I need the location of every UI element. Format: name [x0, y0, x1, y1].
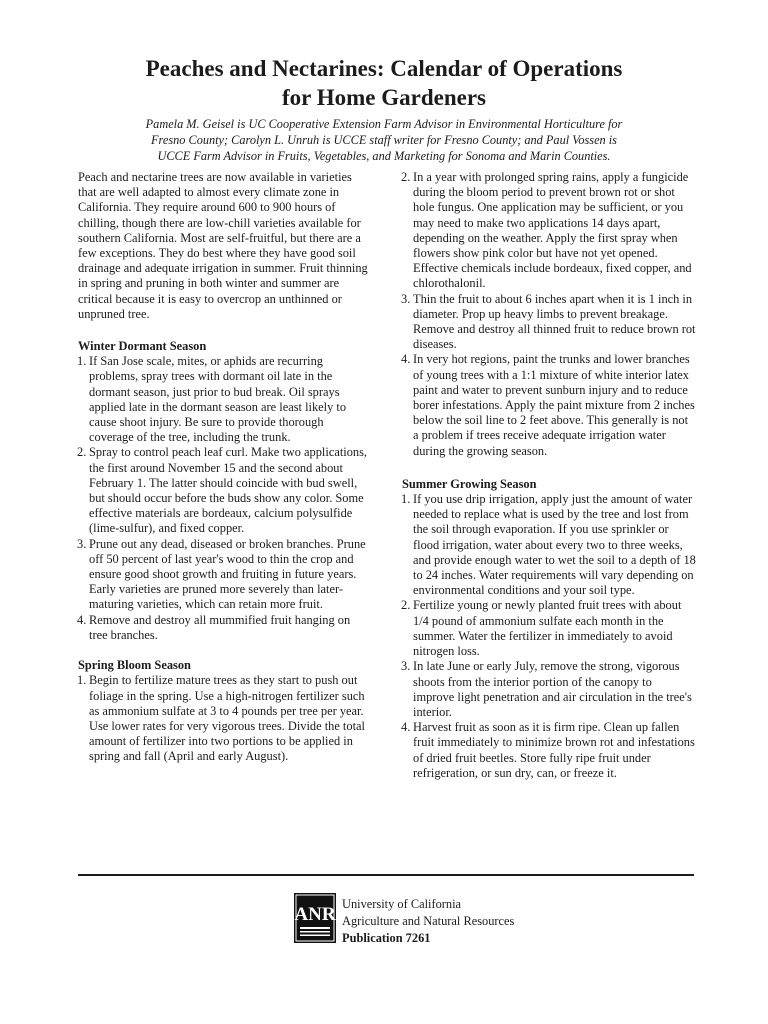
winter-list — [78, 354, 370, 643]
list-item: 4. Harvest fruit as soon as it is firm ripe. Clean up fallen fruit immediately to minimize brown rot and infestations of dried fruit beetles. Store fully ripe fruit under refrigeration, or sun dry, can, or freeze it. — [401, 720, 695, 780]
spring-list-part-2 — [402, 170, 696, 459]
authors-line-3: UCCE Farm Advisor in Fruits, Vegetables, and Marketing for Sonoma and Marin Counties. — [157, 149, 611, 163]
list-item: 1. Begin to fertilize mature trees as they start to push out foliage in the spring. Use a high-nitrogen fertilizer such as ammonium sulfate at 3 to 4 pounds per tree per year. Use lower rates for very vigorous trees. Divide the total amount of fertilizer into two portions to be applied in spring and fall (April and early August). — [77, 673, 365, 764]
spring-list-part-1 — [78, 673, 370, 764]
anr-logo — [294, 893, 336, 943]
list-item: 3. Thin the fruit to about 6 inches apart when it is 1 inch in diameter. Prop up heavy limbs to prevent breakage. Remove and destroy all thinned fruit to reduce brown rot diseases. — [401, 291, 696, 352]
document-title — [60, 54, 708, 112]
list-item: 3. In late June or early July, remove the strong, vigorous shoots from the interior portion of the canopy to improve light penetration and air circulation in the tree's interior. — [401, 659, 692, 719]
intro-paragraph: Peach and nectarine trees are now available in varieties that are well adapted to almost every climate zone in California. They require around 600 to 900 hours of chilling, though there are low-chill varieties available for southern California. Most are self-fruitful, but there are a few exceptions. They do best where they have good soil drainage and adequate irrigation in summer. Fruit thinning in spring and pruning in both winter and summer are critical because it is easy to overcrop an unthinned or unpruned tree. — [78, 170, 368, 321]
list-item: 1. If San Jose scale, mites, or aphids are recurring problems, spray trees with dormant oil late in the dormant season, just prior to bud break. Oil sprays applied late in the dormant season are least likely to cause shoot injury. Be sure to provide thorough coverage of the tree, including the trunk. — [77, 354, 347, 445]
authors-line-1: Pamela M. Geisel is UC Cooperative Extension Farm Advisor in Environmental Horticulture for — [145, 117, 623, 131]
list-item: 3. Prune out any dead, diseased or broken branches. Prune off 50 percent of last year's wood to thin the crop and ensure good shoot growth and fruiting in future years. Early varieties are pruned more severely than later-maturing varieties, which can retain more fruit. — [77, 536, 366, 612]
list-item: 4. Remove and destroy all mummified fruit hanging on tree branches. — [77, 612, 351, 642]
winter-heading: Winter Dormant Season — [78, 339, 207, 354]
author-credits — [110, 116, 658, 164]
summer-heading: Summer Growing Season — [402, 476, 537, 491]
logo-text: ANR — [294, 904, 336, 925]
list-item: 2. Fertilize young or newly planted fruit trees with about 1/4 pound of ammonium sulfate each month in the summer. Water the fertilizer in immediately to avoid nitrogen loss. — [401, 598, 682, 659]
footer-divider — [78, 874, 694, 876]
title-line-1: Peaches and Nectarines: Calendar of Operations — [145, 56, 623, 81]
list-item: 2. In a year with prolonged spring rains, apply a fungicide during the bloom period to prevent brown rot or shot hole fungus. One application may be sufficient, or you may need to make two applications 14 days apart, depending on the weather. Apply the first spray when flowers show pink color but have not yet opened. Effective chemicals include bordeaux, fixed copper, and chlorothalonil. — [401, 170, 692, 291]
title-line-2: for Home Gardeners — [282, 85, 486, 110]
list-item: 4. In very hot regions, paint the trunks and lower branches of young trees with a 1:1 mixture of white interior latex paint and water to prevent sunburn injury and to reduce borer infestations. Apply the paint mixture from 2 inches below the soil line to 2 feet above. This generally is not a problem if trees receive adequate irrigation water during the growing season. — [401, 352, 695, 458]
left-column — [78, 170, 370, 765]
list-item: 2. Spray to control peach leaf curl. Make two applications, the first around November 15 and the second about February 1. The latter should coincide with bud swell, but should occur before the buds show any color. Some effective materials are bordeaux, calcium polysulfide (lime-sulfur), and fixed copper. — [77, 445, 368, 536]
list-item: 1. If you use drip irrigation, apply just the amount of water needed to replace what is used by the tree and lost from the soil through evaporation. If you use sprinkler or flood irrigation, water about every two to three weeks, and provide enough water to wet the soil to a depth of 18 to 24 inches. Water requirements will vary depending on environmental conditions and your soil type. — [401, 492, 696, 598]
org-line-1: University of California — [342, 897, 462, 911]
summer-list — [402, 492, 696, 781]
publication-number: Publication 7261 — [342, 931, 431, 945]
right-column — [402, 170, 696, 781]
org-line-2: Agriculture and Natural Resources — [342, 914, 515, 928]
publisher-imprint — [342, 896, 514, 947]
spring-heading: Spring Bloom Season — [78, 658, 191, 673]
authors-line-2: Fresno County; Carolyn L. Unruh is UCCE staff writer for Fresno County; and Paul Vossen is — [151, 133, 617, 147]
